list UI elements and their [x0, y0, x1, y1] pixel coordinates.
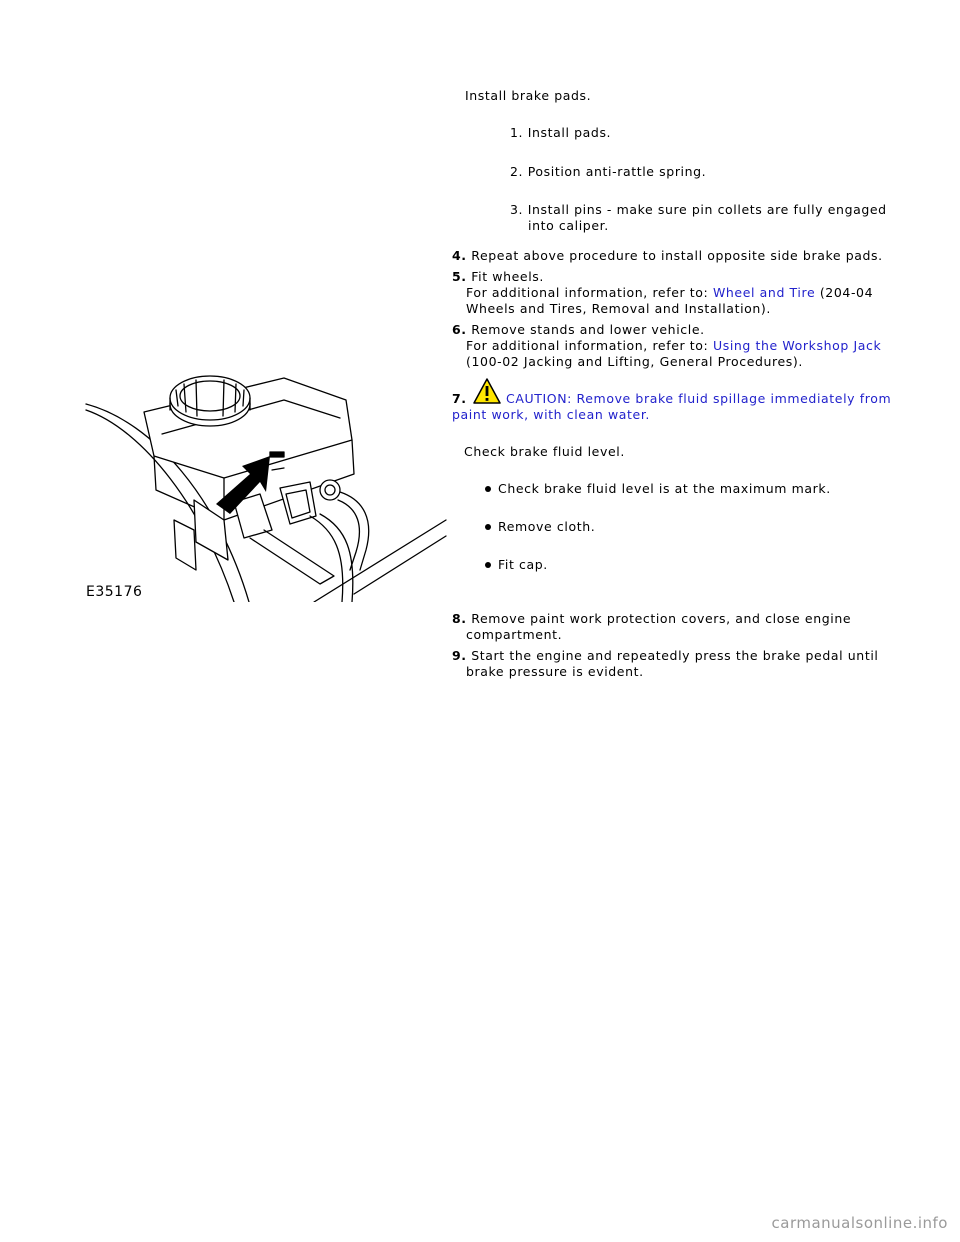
step-6-ref [466, 338, 881, 354]
step-5-ref-prefix: For additional information, refer to: [466, 285, 709, 300]
caution-line-1: CAUTION: Remove brake fluid spillage immediately from [506, 391, 892, 406]
step-4-num: 4. [452, 248, 467, 263]
step-6-ref-line2: (100-02 Jacking and Lifting, General Procedures). [466, 354, 803, 369]
bullet-dot [485, 524, 491, 530]
substep-1-num: 1. [510, 125, 524, 140]
step-9 [452, 648, 878, 664]
using-workshop-jack-link[interactable]: Using the Workshop Jack [712, 338, 882, 353]
step-9-text: Start the engine and repeatedly press the brake pedal until [471, 648, 879, 663]
step-6-num: 6. [452, 322, 467, 337]
step-6-ref-prefix: For additional information, refer to: [466, 338, 709, 353]
step-7-num: 7. [452, 391, 467, 406]
bullet-item-2: Remove cloth. [498, 519, 596, 534]
substep-2 [510, 164, 706, 180]
step-5-ref [466, 285, 873, 301]
substep-1 [510, 125, 611, 141]
step-8 [452, 611, 851, 627]
step-4 [452, 248, 883, 264]
step-5-text: Fit wheels. [471, 269, 544, 284]
step-8-text: Remove paint work protection covers, and close engine [471, 611, 852, 626]
step3-title: Install brake pads. [465, 88, 592, 103]
figure-label: E35176 [86, 584, 143, 600]
step-6-text: Remove stands and lower vehicle. [471, 322, 705, 337]
step-8-num: 8. [452, 611, 467, 626]
brake-fluid-reservoir-illustration [84, 370, 448, 602]
wheel-and-tire-link[interactable]: Wheel and Tire [712, 285, 816, 300]
bullet-item-1: Check brake fluid level is at the maximum mark. [498, 481, 831, 496]
substep-3-num: 3. [510, 202, 524, 217]
step-5 [452, 269, 544, 285]
step-5-ref-line2: Wheels and Tires, Removal and Installation). [466, 301, 771, 316]
warning-triangle-icon [472, 377, 502, 405]
substep-3-text: Install pins - make sure pin collets are fully engaged [527, 202, 887, 217]
step-6 [452, 322, 705, 338]
substep-1-text: Install pads. [527, 125, 612, 140]
caution-line-2: paint work, with clean water. [452, 407, 650, 422]
substep-3 [510, 202, 887, 218]
step-8-line2: compartment. [466, 627, 563, 642]
substep-2-text: Position anti-rattle spring. [527, 164, 707, 179]
step-9-num: 9. [452, 648, 467, 663]
step-5-num: 5. [452, 269, 467, 284]
step-7-text: Check brake fluid level. [464, 444, 625, 459]
substep-3-line2: into caliper. [528, 218, 609, 233]
bullet-dot [485, 562, 491, 568]
bullet-dot [485, 486, 491, 492]
step-4-text: Repeat above procedure to install opposite side brake pads. [471, 248, 883, 263]
bullet-item-3: Fit cap. [498, 557, 548, 572]
step-9-line2: brake pressure is evident. [466, 664, 644, 679]
step-5-ref-suffix: (204-04 [819, 285, 874, 300]
watermark: carmanualsonline.info [771, 1214, 948, 1232]
substep-2-num: 2. [510, 164, 524, 179]
